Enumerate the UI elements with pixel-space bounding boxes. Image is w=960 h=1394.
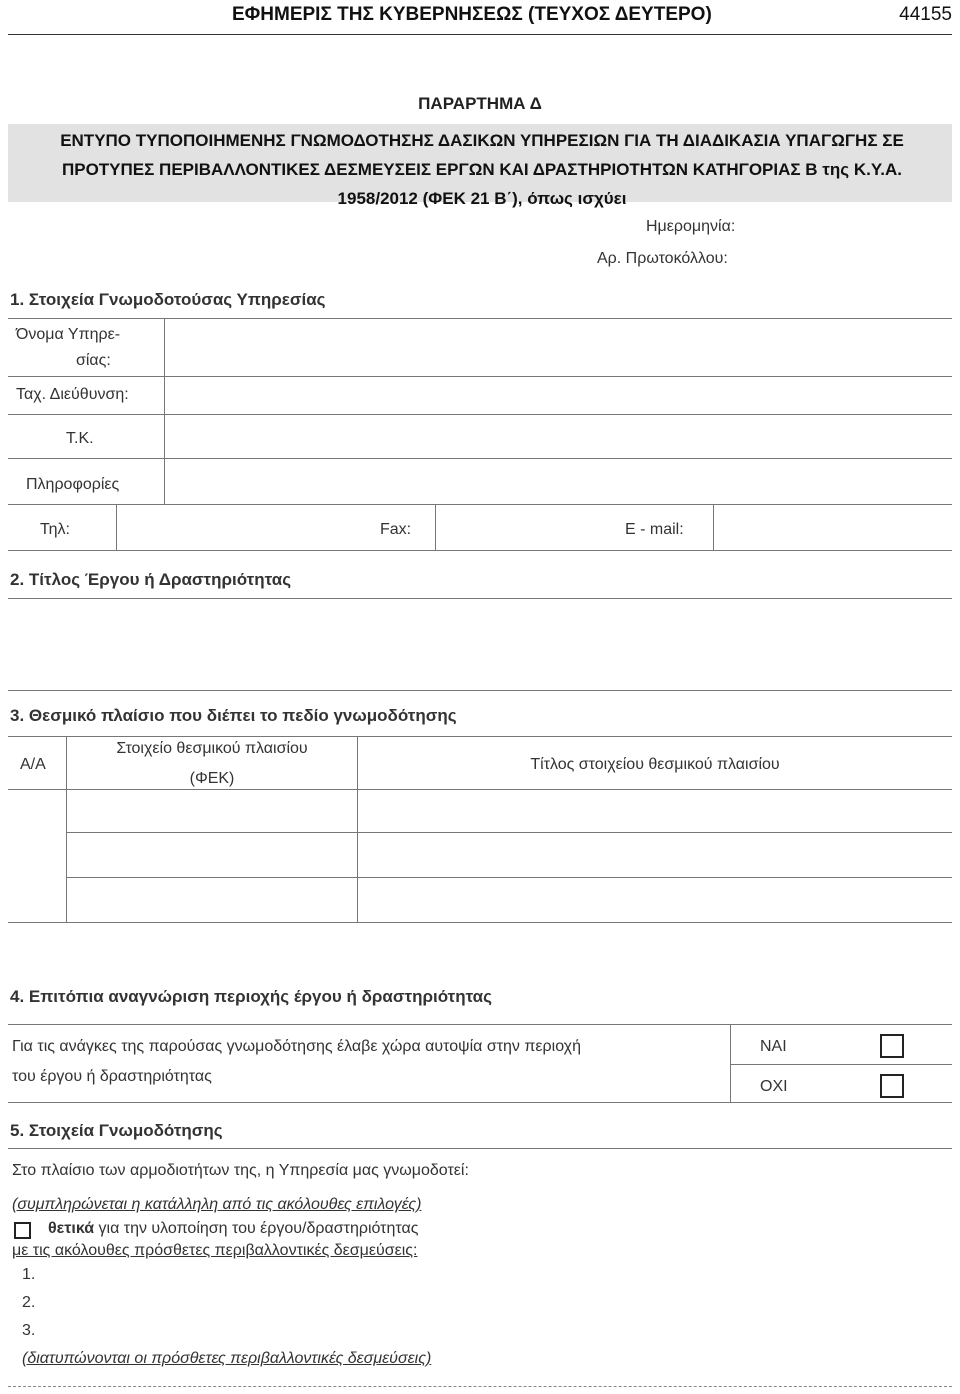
section-4-bottom-rule (8, 1102, 952, 1103)
date-protocol-field[interactable] (760, 206, 950, 276)
form-title-line-1: ΕΝΤΥΠΟ ΤΥΠΟΠΟΙΗΜΕΝΗΣ ΓΝΩΜΟΔΟΤΗΣΗΣ ΔΑΣΙΚΩΝ ΥΠΗΡΕΣΙΩΝ ΓΙΑ ΤΗ ΔΙΑΔΙΚΑΣΙΑ ΥΠΑΓΩΓΗΣ ΣΕ (60, 131, 904, 150)
form-title-line-2: ΠΡΟΤΥΠΕΣ ΠΕΡΙΒΑΛΛΟΝΤΙΚΕΣ ΔΕΣΜΕΥΣΕΙΣ ΕΡΓΩΝ ΚΑΙ ΔΡΑΣΤΗΡΙΟΤΗΤΩΝ ΚΑΤΗΓΟΡΙΑΣ Β της Κ.Υ.Α. (61, 160, 903, 179)
inspection-question-line-1: Για τις ανάγκες της παρούσας γνωμοδότησης έλαβε χώρα αυτοψία στην περιοχή (12, 1038, 581, 1055)
column-element-header-1: Στοιχείο θεσμικού πλαισίου (116, 740, 308, 757)
page-bottom-dashed-rule (8, 1386, 952, 1387)
form-title-line-3: 1958/2012 (ΦΕΚ 21 Β΄), όπως ισχύει (337, 189, 627, 208)
answer-divider (730, 1024, 731, 1102)
email-field[interactable] (714, 505, 952, 549)
section-2-bottom-rule (8, 690, 952, 691)
yes-checkbox[interactable] (880, 1034, 904, 1058)
section-5-top-rule (8, 1148, 952, 1149)
postcode-label: Τ.Κ. (66, 430, 94, 447)
service-name-field[interactable] (165, 319, 952, 375)
opinion-intro: Στο πλαίσιο των αρμοδιοτήτων της, η Υπηρεσία μας γνωμοδοτεί: (12, 1162, 469, 1179)
form-title (12, 126, 952, 213)
yes-label: ΝΑΙ (760, 1038, 787, 1055)
positive-opinion-checkbox[interactable] (14, 1222, 31, 1239)
opinion-instruction: (συμπληρώνεται η κατάλληλη από τις ακόλουθες επιλογές) (12, 1196, 422, 1213)
service-name-label-1: Όνομα Υπηρε- (16, 326, 121, 343)
section-4-top-rule (8, 1024, 952, 1025)
positive-opinion-bold: θετικά (48, 1220, 95, 1237)
commitment-field-1[interactable] (50, 1264, 950, 1288)
service-name-label-2: σίας: (76, 352, 111, 369)
fax-field[interactable] (436, 505, 606, 549)
annex-title: ΠΑΡΑΡΤΗΜΑ Δ (418, 94, 542, 113)
info-field[interactable] (165, 459, 952, 503)
column-element-header-2: (ΦΕΚ) (189, 770, 235, 787)
commitments-footer-note: (διατυπώνονται οι πρόσθετες περιβαλλοντικές δεσμεύσεις) (22, 1350, 432, 1367)
table-row[interactable] (8, 790, 952, 831)
address-field[interactable] (165, 377, 952, 413)
commitment-field-2[interactable] (50, 1292, 950, 1316)
fax-label: Fax: (380, 521, 412, 538)
positive-opinion-label (48, 1220, 418, 1238)
protocol-label: Αρ. Πρωτοκόλλου: (597, 250, 728, 267)
postcode-field[interactable] (165, 415, 952, 457)
page-number: 44155 (899, 4, 952, 25)
section-4-title: 4. Επιτόπια αναγνώριση περιοχής έργου ή δραστηριότητας (10, 987, 492, 1006)
project-title-field[interactable] (8, 599, 952, 689)
phone-field[interactable] (117, 505, 354, 549)
info-label: Πληροφορίες (26, 476, 120, 493)
address-label: Ταχ. Διεύθυνση: (16, 386, 129, 403)
table-bottom-rule (8, 922, 952, 923)
section-2-title: 2. Τίτλος Έργου ή Δραστηριότητας (10, 570, 292, 589)
commitments-label: με τις ακόλουθες πρόσθετες περιβαλλοντικές δεσμεύσεις: (12, 1242, 418, 1259)
rule-after-contacts (8, 550, 952, 551)
email-label: E - mail: (625, 521, 684, 538)
commitment-item-2: 2. (22, 1294, 36, 1311)
commitment-item-1: 1. (22, 1266, 36, 1283)
date-label: Ημερομηνία: (646, 218, 736, 235)
header-divider (8, 34, 952, 35)
commitment-field-3[interactable] (50, 1320, 950, 1344)
answer-row-rule (730, 1064, 952, 1065)
table-top-rule (8, 736, 952, 737)
no-label: ΟΧΙ (760, 1078, 788, 1095)
table-row[interactable] (8, 878, 952, 921)
inspection-question-line-2: του έργου ή δραστηριότητας (12, 1068, 212, 1085)
positive-opinion-text: για την υλοποίηση του έργου/δραστηριότητας (94, 1220, 419, 1237)
phone-label: Τηλ: (40, 521, 70, 538)
section-3-title: 3. Θεσμικό πλαίσιο που διέπει το πεδίο γνωμοδότησης (10, 706, 457, 725)
section-5-title: 5. Στοιχεία Γνωμοδότησης (10, 1121, 223, 1140)
column-aa-header: Α/Α (20, 756, 46, 773)
section-1-title: 1. Στοιχεία Γνωμοδοτούσας Υπηρεσίας (10, 290, 326, 309)
column-title-header: Τίτλος στοιχείου θεσμικού πλαισίου (530, 756, 780, 773)
commitment-item-3: 3. (22, 1322, 36, 1339)
no-checkbox[interactable] (880, 1074, 904, 1098)
gazette-title: ΕΦΗΜΕΡΙΣ ΤΗΣ ΚΥΒΕΡΝΗΣΕΩΣ (ΤΕΥΧΟΣ ΔΕΥΤΕΡΟ) (232, 4, 712, 25)
table-row[interactable] (8, 833, 952, 876)
